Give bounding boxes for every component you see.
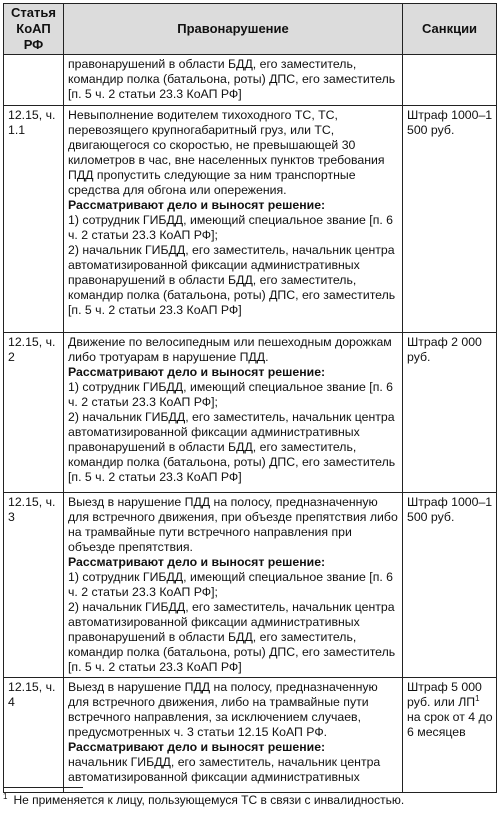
table-row	[4, 678, 497, 793]
table-header-row	[4, 4, 497, 55]
offense-description: Выезд в нарушение ПДД на полосу, предназначенную для встречного движения, при объезде препятствия либо на трамвайные пути встречного направления при объезде препятствия.	[68, 495, 398, 554]
cell-article: 12.15, ч. 3	[4, 493, 64, 678]
cell-offense	[64, 106, 403, 333]
cell-article: 12.15, ч. 4	[4, 678, 64, 793]
table-row	[4, 333, 497, 493]
authority-item: 1) сотрудник ГИБДД, имеющий специальное звание [п. 6 ч. 2 статьи 23.3 КоАП РФ];	[68, 380, 394, 409]
cell-article	[4, 55, 64, 106]
offense-description: Выезд в нарушение ПДД на полосу, предназначенную для встречного движения, либо на трамвайные пути встречного направления, за исключением случаев, предусмотренных ч. 3 статьи 12.15 КоАП РФ.	[68, 680, 378, 739]
authority-item: 2) начальник ГИБДД, его заместитель, начальник центра автоматизированной фиксации административных правонарушений в области БДД, его заместитель, командир полка (батальона, роты) ДПС, его заместитель [п. 5 ч. 2 статьи 23.3 КоАП РФ]	[68, 410, 396, 484]
table-row	[4, 106, 497, 333]
cell-offense	[64, 493, 403, 678]
cell-sanction: Штраф 2 000 руб.	[403, 333, 497, 493]
offense-description: Невыполнение водителем тихоходного ТС, ТС, перевозящего крупногабаритный груз, или ТС, двигающегося со скоростью, не превышающей 30 километров в час, вне населенных пунктов требования ПДД пропустить следующие за ним транспортные средства для обгона или опережения.	[68, 108, 385, 197]
continuation-text: правонарушений в области БДД, его заместитель, командир полка (батальона, роты) ДПС, его заместитель [п. 5 ч. 2 статьи 23.3 КоАП РФ]	[68, 57, 396, 101]
consider-label: Рассматривают дело и выносят решение:	[68, 198, 326, 212]
header-sanctions: Санкции	[403, 4, 497, 55]
footnote-marker: 1	[475, 693, 480, 703]
table-row	[4, 493, 497, 678]
cell-sanction: Штраф 1000–1 500 руб.	[403, 106, 497, 333]
cell-article: 12.15, ч. 2	[4, 333, 64, 493]
cell-sanction	[403, 678, 497, 793]
consider-label: Рассматривают дело и выносят решение:	[68, 740, 326, 754]
cell-article: 12.15, ч. 1.1	[4, 106, 64, 333]
cell-offense	[64, 333, 403, 493]
header-article: Статья КоАП РФ	[4, 4, 64, 55]
sanction-text: Штраф 5 000 руб. или ЛП	[407, 680, 482, 709]
sanction-text-continued: на срок от 4 до 6 месяцев	[407, 710, 493, 739]
footnote	[3, 793, 496, 808]
offense-table	[3, 3, 497, 793]
authority-item: начальник ГИБДД, его заместитель, начальник центра автоматизированной фиксации административных	[68, 755, 381, 784]
footnote-divider	[3, 787, 83, 788]
table-row-continuation	[4, 55, 497, 106]
cell-offense	[64, 55, 403, 106]
header-offense: Правонарушение	[64, 4, 403, 55]
cell-offense	[64, 678, 403, 793]
footnote-text: Не применяется к лицу, пользующемуся ТС в связи с инвалидностью.	[13, 793, 405, 807]
consider-label: Рассматривают дело и выносят решение:	[68, 365, 326, 379]
authority-item: 1) сотрудник ГИБДД, имеющий специальное звание [п. 6 ч. 2 статьи 23.3 КоАП РФ];	[68, 213, 394, 242]
cell-sanction	[403, 55, 497, 106]
cell-sanction: Штраф 1000–1 500 руб.	[403, 493, 497, 678]
footnote-number: 1	[3, 792, 8, 801]
authority-item: 2) начальник ГИБДД, его заместитель, начальник центра автоматизированной фиксации административных правонарушений в области БДД, его заместитель, командир полка (батальона, роты) ДПС, его заместитель [п. 5 ч. 2 статьи 23.3 КоАП РФ]	[68, 243, 396, 317]
authority-item: 1) сотрудник ГИБДД, имеющий специальное звание [п. 6 ч. 2 статьи 23.3 КоАП РФ];	[68, 570, 394, 599]
consider-label: Рассматривают дело и выносят решение:	[68, 555, 326, 569]
offense-description: Движение по велосипедным или пешеходным дорожкам либо тротуарам в нарушение ПДД.	[68, 335, 392, 364]
authority-item: 2) начальник ГИБДД, его заместитель, начальник центра автоматизированной фиксации административных правонарушений в области БДД, его заместитель, командир полка (батальона, роты) ДПС, его заместитель [п. 5 ч. 2 статьи 23.3 КоАП РФ]	[68, 600, 396, 674]
